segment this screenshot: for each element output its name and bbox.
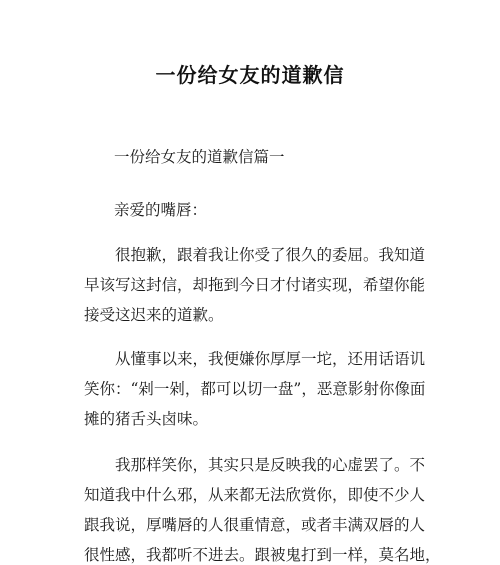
paragraph-line: 接受这迟来的道歉。	[84, 306, 224, 324]
paragraph-line: 很抱歉，跟着我让你受了很久的委屈。我知道	[115, 246, 426, 264]
paragraph-line: 从懂事以来，我便嫌你厚厚一坨，还用话语讥	[115, 350, 426, 368]
paragraph-2	[84, 344, 424, 434]
paragraph-line: 跟我说，厚嘴唇的人很重情意，或者丰满双唇的人	[84, 516, 426, 534]
section-heading: 一份给女友的道歉信篇一	[114, 148, 285, 166]
paragraph-line: 很性感，我都听不进去。跟被鬼打到一样，莫名地，	[84, 546, 441, 564]
salutation: 亲爱的嘴唇：	[114, 201, 208, 219]
paragraph-line: 知道我中什么邪，从来都无法欣赏你，即使不少人	[84, 486, 426, 504]
document-title: 一份给女友的道歉信	[155, 63, 345, 87]
paragraph-line: 早该写这封信，却拖到今日才付诸实现，希望你能	[84, 276, 426, 294]
paragraph-line: 摊的猪舌头卤味。	[84, 410, 209, 428]
paragraph-line: 笑你：“剁一剁，都可以切一盘”，恶意影射你像面	[84, 380, 426, 398]
paragraph-line: 我那样笑你，其实只是反映我的心虚罢了。不	[115, 456, 426, 474]
paragraph-1	[84, 240, 424, 330]
paragraph-3	[84, 450, 441, 565]
